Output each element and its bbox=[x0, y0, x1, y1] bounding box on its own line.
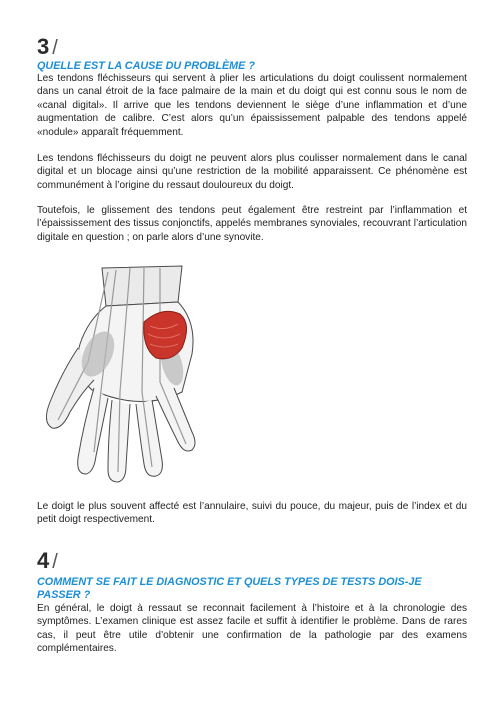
section-3-paragraph-1: Les tendons fléchisseurs qui servent à plier les articulations du doigt coulissent normalement dans un canal étroit de la face palmaire de la main et du doigt qui est connu sous le nom de «canal digital». Il arrive que les tendons deviennent le siège d’une inflammation et d’une augmentation de calibre. C’est alors qu’un épaississement palpable des tendons appelé «nodule» apparaît fréquemment. bbox=[37, 73, 467, 138]
section-3-paragraph-2: Les tendons fléchisseurs du doigt ne peuvent alors plus coulisser normalement dans le canal digital et un blocage ainsi qu’une restriction de la mobilité apparaissent. Ce phénomène est communément à l’origine du ressaut douloureux du doigt. bbox=[37, 153, 467, 191]
section-slash: / bbox=[52, 37, 58, 59]
section-number: 4 bbox=[37, 548, 50, 573]
section-number: 3 bbox=[37, 34, 50, 59]
section-3-number bbox=[37, 34, 58, 60]
section-3-paragraph-3: Toutefois, le glissement des tendons peut également être restreint par l’inflammation et l’épaississement des tissus conjonctifs, appelés membranes synoviales, recouvrant l’articulation digitale en question ; on parle alors d’une synovite. bbox=[37, 205, 467, 243]
section-4-heading: COMMENT SE FAIT LE DIAGNOSTIC ET QUELS TYPES DE TESTS DOIS-JE PASSER ? bbox=[37, 576, 422, 601]
section-3-paragraph-4: Le doigt le plus souvent affecté est l’annulaire, suivi du pouce, du majeur, puis de l’index et du petit doigt respectivement. bbox=[37, 501, 467, 526]
hand-anatomy-illustration bbox=[32, 262, 254, 484]
section-slash: / bbox=[52, 551, 58, 573]
section-4-number bbox=[37, 548, 58, 574]
section-3-heading: QUELLE EST LA CAUSE DU PROBLÈME ? bbox=[37, 60, 255, 72]
section-4-paragraph-1: En général, le doigt à ressaut se reconnait facilement à l’histoire et à la chronologie des symptômes. L’examen clinique est assez facile et suffit à identifier le problème. Dans de rares cas, il peut être utile d’obtenir une confirmation de la pathologie par des examens complémentaires. bbox=[37, 603, 467, 655]
